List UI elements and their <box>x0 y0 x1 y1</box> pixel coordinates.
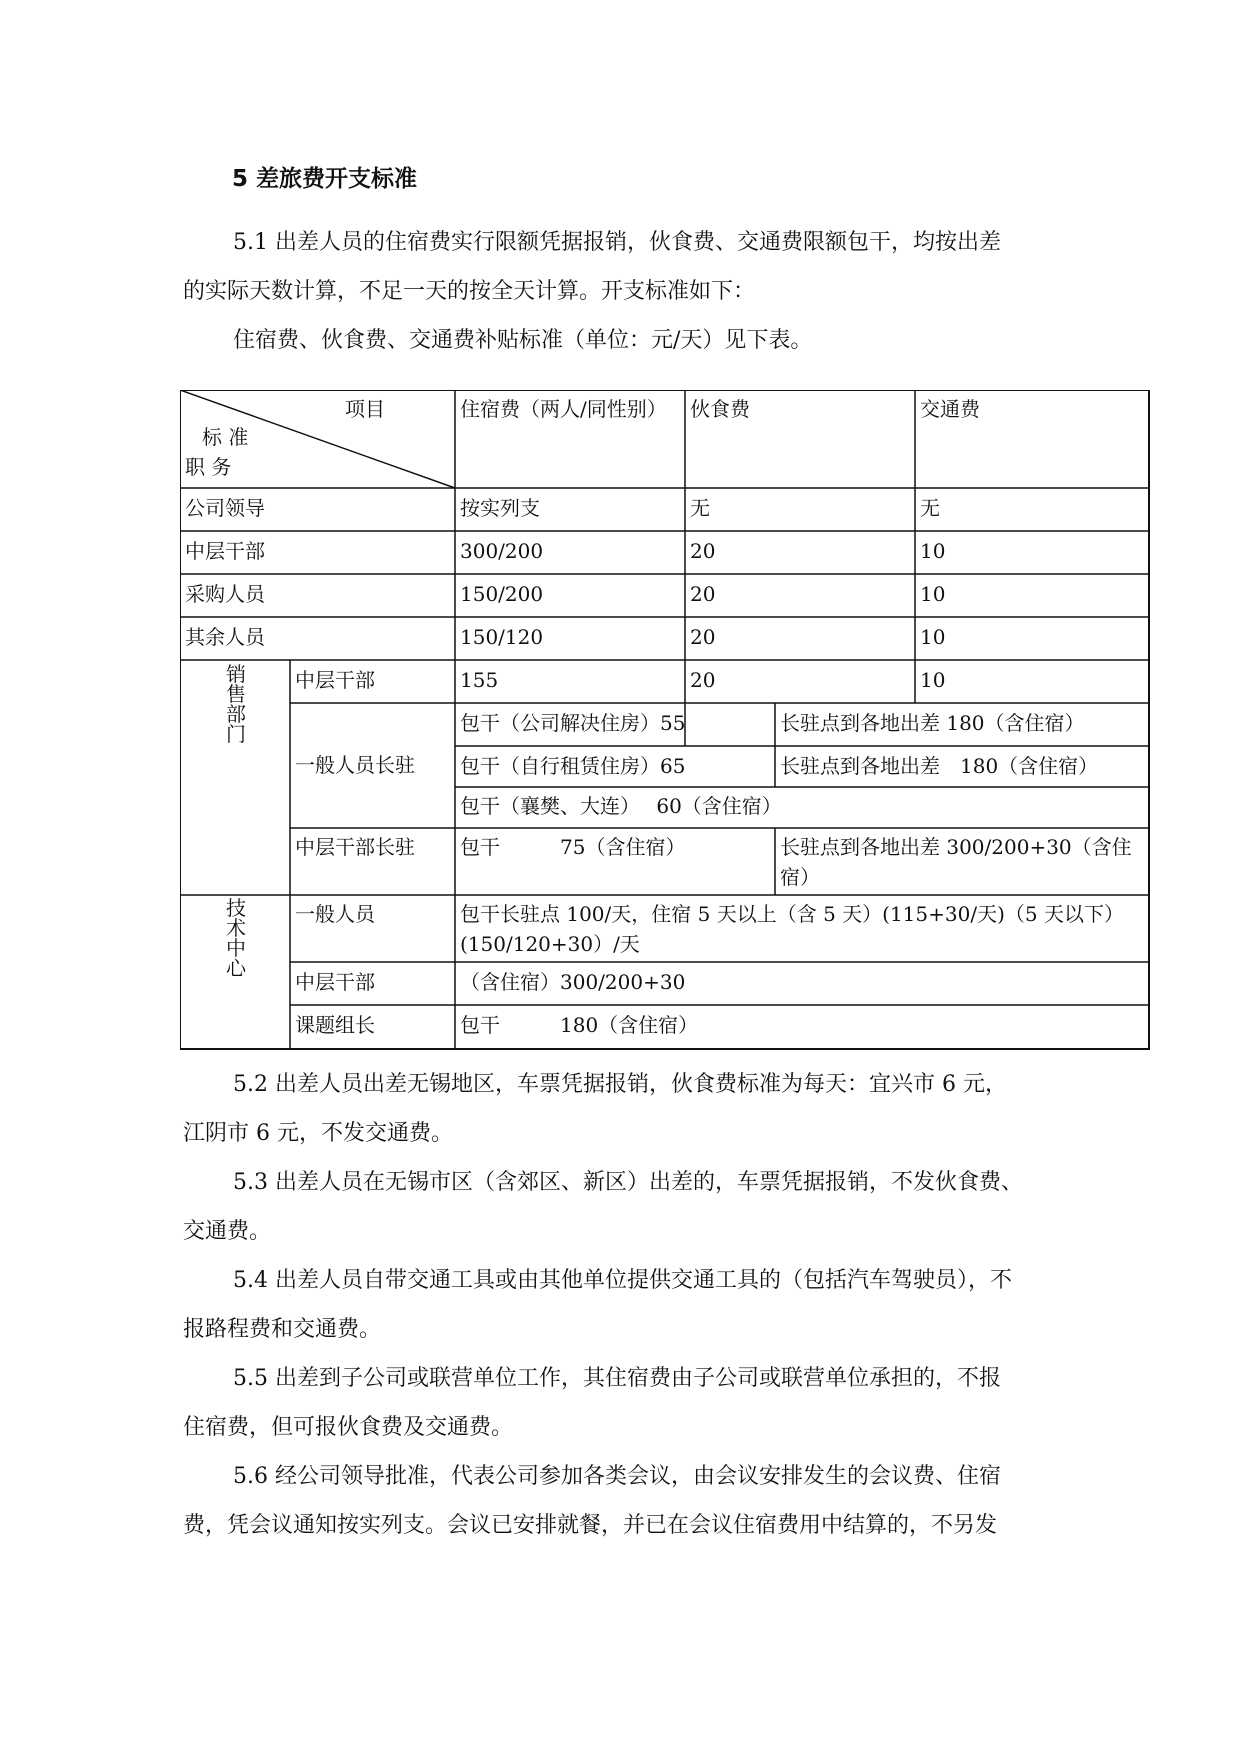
paragraph-line: 报路程费和交通费。 <box>183 1317 382 1342</box>
sales-general-row2-right: 长驻点到各地出差 180（含住宿） <box>780 754 1099 778</box>
corner-standard-label: 标 准 <box>202 425 249 449</box>
sales-mid-lodging: 155 <box>460 668 499 692</box>
tech-label-char: 心 <box>226 956 246 980</box>
paragraph-line: 5.3 出差人员在无锡市区（含郊区、新区）出差的，车票凭据报销，不发伙食费、 <box>233 1170 1023 1195</box>
paragraph-line: 5.4 出差人员自带交通工具或由其他单位提供交通工具的（包括汽车驾驶员），不 <box>233 1268 1012 1293</box>
sales-label-char: 售 <box>226 682 246 706</box>
paragraph-5-3 <box>183 1158 1103 1256</box>
paragraph-5-6 <box>183 1452 1103 1550</box>
row-lodging: 150/200 <box>460 582 544 606</box>
allowance-table <box>180 390 1150 1050</box>
row-meals: 20 <box>690 539 716 563</box>
paragraph-line: 的实际天数计算，不足一天的按全天计算。开支标准如下： <box>183 279 756 304</box>
sales-mid-resident-name: 中层干部长驻 <box>295 835 415 859</box>
paragraph-5-2 <box>183 1060 1103 1158</box>
paragraph-line: 住宿费、伙食费、交通费补贴标准（单位：元/天）见下表。 <box>233 328 813 353</box>
tech-general-line1: 包干长驻点 100/天，住宿 5 天以上（含 5 天）(115+30/天)（5 天以下） <box>460 902 1124 926</box>
tech-label-char: 术 <box>226 916 246 940</box>
paragraph-line: 5.6 经公司领导批准，代表公司参加各类会议，由会议安排发生的会议费、住宿 <box>233 1464 1001 1489</box>
header-meals: 伙食费 <box>690 397 750 421</box>
sales-label-char: 门 <box>226 722 246 746</box>
sales-mid-resident-right-line2: 宿） <box>780 865 820 889</box>
paragraph-line: 5.1 出差人员的住宿费实行限额凭据报销，伙食费、交通费限额包干，均按出差 <box>233 230 1001 255</box>
row-meals: 20 <box>690 582 716 606</box>
row-lodging: 150/120 <box>460 625 544 649</box>
paragraph-line: 费，凭会议通知按实列支。会议已安排就餐，并已在会议住宿费用中结算的，不另发 <box>183 1513 998 1538</box>
row-lodging: 按实列支 <box>460 496 540 520</box>
sales-mid-resident-right-line1: 长驻点到各地出差 300/200+30（含住 <box>780 835 1132 859</box>
section-heading: 5 差旅费开支标准 <box>232 166 418 192</box>
corner-position-label: 职 务 <box>185 455 232 479</box>
row-meals: 无 <box>690 496 710 520</box>
tech-general-name: 一般人员 <box>295 902 375 926</box>
header-transport: 交通费 <box>920 397 980 421</box>
corner-item-label: 项目 <box>345 397 385 421</box>
sales-general-name: 一般人员长驻 <box>295 753 415 777</box>
paragraph-line: 交通费。 <box>183 1219 272 1244</box>
sales-general-row3: 包干（襄樊、大连） 60（含住宿） <box>460 794 782 818</box>
paragraph-line: 5.5 出差到子公司或联营单位工作，其住宿费由子公司或联营单位承担的，不报 <box>233 1366 1001 1391</box>
row-transport: 10 <box>920 582 946 606</box>
sales-label-char: 销 <box>226 662 246 686</box>
sales-general-row1-left: 包干（公司解决住房）55 <box>460 711 686 735</box>
sales-mid-resident-left: 包干 75（含住宿） <box>460 835 686 859</box>
row-transport: 无 <box>920 496 940 520</box>
tech-mid-value: （含住宿）300/200+30 <box>460 970 686 994</box>
sales-dept-label <box>225 664 247 744</box>
tech-label-char: 中 <box>226 936 246 960</box>
sales-general-row1-right: 长驻点到各地出差 180（含住宿） <box>780 711 1085 735</box>
tech-center-label <box>225 898 247 978</box>
paragraph-5-4 <box>183 1256 1103 1354</box>
paragraph-5-1 <box>183 218 1103 365</box>
tech-leader-value: 包干 180（含住宿） <box>460 1013 699 1037</box>
tech-mid-name: 中层干部 <box>295 970 375 994</box>
paragraph-line: 住宿费，但可报伙食费及交通费。 <box>183 1415 514 1440</box>
sales-mid-name: 中层干部 <box>295 668 375 692</box>
row-name: 其余人员 <box>185 625 265 649</box>
sales-label-char: 部 <box>226 702 246 726</box>
row-meals: 20 <box>690 625 716 649</box>
sales-general-row2-left: 包干（自行租赁住房）65 <box>460 754 686 778</box>
paragraph-line: 江阴市 6 元，不发交通费。 <box>183 1121 453 1146</box>
row-transport: 10 <box>920 539 946 563</box>
row-lodging: 300/200 <box>460 539 544 563</box>
paragraph-line: 5.2 出差人员出差无锡地区，车票凭据报销，伙食费标准为每天：宜兴市 6 元， <box>233 1072 1007 1097</box>
row-name: 公司领导 <box>185 496 265 520</box>
row-name: 中层干部 <box>185 539 265 563</box>
row-name: 采购人员 <box>185 582 265 606</box>
sales-mid-transport: 10 <box>920 668 946 692</box>
paragraph-5-5 <box>183 1354 1103 1452</box>
tech-leader-name: 课题组长 <box>295 1013 375 1037</box>
row-transport: 10 <box>920 625 946 649</box>
header-lodging: 住宿费（两人/同性别） <box>460 397 667 421</box>
sales-mid-meals: 20 <box>690 668 716 692</box>
tech-general-line2: (150/120+30）/天 <box>460 932 640 956</box>
tech-label-char: 技 <box>226 896 246 920</box>
